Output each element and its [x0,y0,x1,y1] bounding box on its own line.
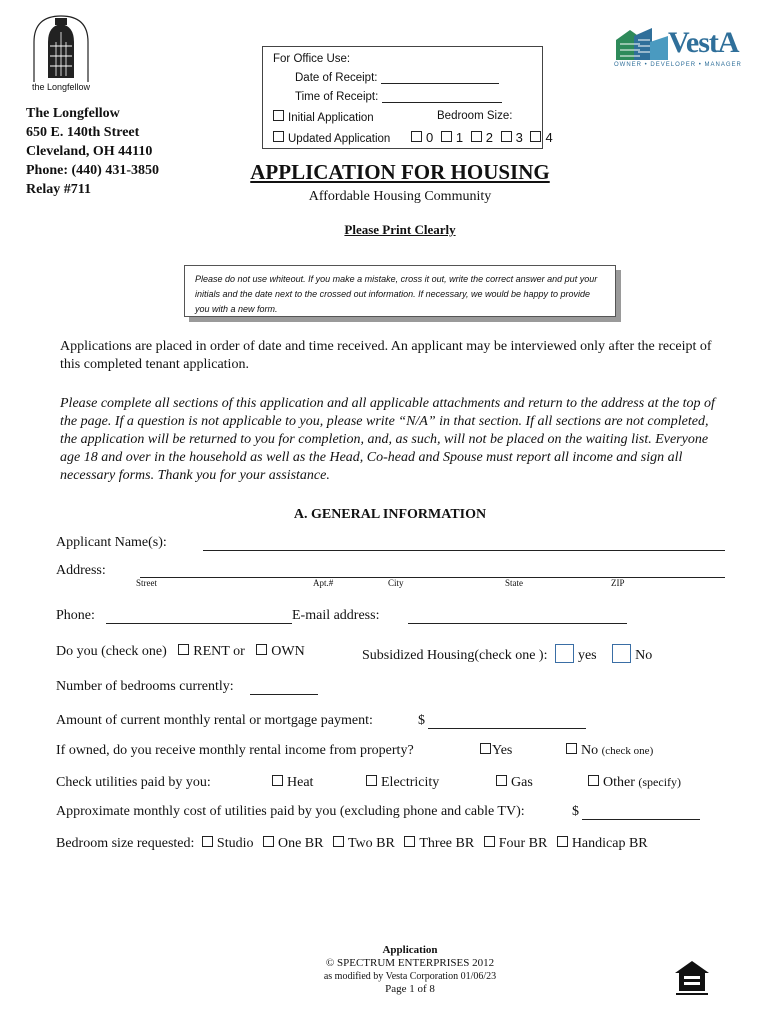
updated-application-label: Updated Application [288,133,391,145]
subsidized-no-label: No [635,648,653,663]
initial-application-checkbox[interactable] [273,110,284,121]
bedrooms-current-label: Number of bedrooms currently: [56,679,234,694]
property-name: The Longfellow [26,106,120,121]
two-br-checkbox[interactable] [333,836,344,847]
footer-label: Application [382,944,438,956]
utility-cost-field[interactable] [582,804,700,820]
page-footer [0,944,770,996]
section-a-heading: A. GENERAL INFORMATION [293,507,487,522]
own-checkbox[interactable] [256,644,267,655]
equal-housing-icon [672,958,712,998]
initial-application-label: Initial Application [288,112,374,124]
handicap-br-checkbox[interactable] [557,836,568,847]
rental-income-no-label: No [581,743,599,758]
three-br-label: Three BR [419,836,475,851]
bedrooms-current-field[interactable] [250,679,318,695]
electricity-label: Electricity [381,775,440,790]
longfellow-building-icon [26,12,96,84]
address-label: Address: [56,563,106,578]
page-title: APPLICATION FOR HOUSING [250,160,550,184]
date-receipt-field[interactable] [381,71,499,84]
subsidized-yes-checkbox[interactable] [555,644,574,663]
subsidized-yes-label: yes [577,648,597,663]
instructions-paragraph: Please complete all sections of this application and all applicable attachments and return to the address at the top of the page. If a question is not applicable to you, please write “N/A” in that section. If all sections are not completed, the application will be returned to you for completion, and, as such, will not be placed on the waiting list. Everyone age 18 and over in the household as well as the Head, Co-head and Spouse must report all income and sign all necessary forms. Thank you for your assistance. [60,396,715,483]
address-zip-caption: ZIP [611,578,625,588]
other-label: Other [603,775,635,790]
vesta-logo [612,24,742,72]
address-apt-caption: Apt.# [313,578,334,588]
page-subtitle: Affordable Housing Community [308,189,492,204]
own-label: OWN [271,644,305,659]
other-checkbox[interactable] [588,775,599,786]
office-use-box [262,46,553,149]
phone-label: Phone: [56,608,95,623]
applicant-names-label: Applicant Name(s): [56,535,167,550]
phone-field[interactable] [106,608,292,624]
two-br-label: Two BR [347,836,395,851]
handicap-br-label: Handicap BR [571,836,648,851]
bedroom-4-checkbox[interactable] [530,131,541,142]
office-heading: For Office Use: [273,53,351,65]
property-city: Cleveland, OH 44110 [26,144,153,159]
studio-label: Studio [216,836,254,851]
logo-caption: the Longfellow [31,82,91,92]
footer-page-number: Page 1 of 8 [385,983,435,995]
vesta-tagline: OWNER • DEVELOPER • MANAGER [614,62,742,68]
four-br-checkbox[interactable] [484,836,495,847]
bedroom-1-checkbox[interactable] [441,131,452,142]
rent-label: RENT or [193,644,245,659]
property-street: 650 E. 140th Street [26,125,140,140]
footer-copyright: © SPECTRUM ENTERPRISES 2012 [325,957,495,969]
rent-amount-field[interactable] [428,713,586,729]
gas-checkbox[interactable] [496,775,507,786]
date-receipt-label: Date of Receipt: [295,72,378,84]
address-state-caption: State [505,578,523,588]
longfellow-logo [26,12,96,94]
time-receipt-field[interactable] [382,90,502,103]
address-street-caption: Street [136,578,157,588]
bedroom-3-label: 3 [515,130,523,145]
rental-income-label: If owned, do you receive monthly rental income from property? [56,743,414,758]
updated-application-checkbox[interactable] [273,131,284,142]
bedroom-size-label: Bedroom Size: [437,110,513,122]
heat-checkbox[interactable] [272,775,283,786]
vesta-wordmark: VestA [668,26,739,59]
applications-order-paragraph: Applications are placed in order of date and time received. An applicant may be interviewed only after the receipt of this completed tenant application. [60,339,712,372]
vesta-buildings-icon [614,26,670,62]
studio-checkbox[interactable] [202,836,213,847]
one-br-checkbox[interactable] [263,836,274,847]
property-relay: Relay #711 [26,182,91,197]
email-field[interactable] [408,608,627,624]
rental-income-yes-checkbox[interactable] [480,743,491,754]
footer-modified: as modified by Vesta Corporation 01/06/23 [323,971,497,982]
one-br-label: One BR [277,836,324,851]
subsidized-no-checkbox[interactable] [612,644,631,663]
bedroom-1-label: 1 [455,130,464,145]
address-city-caption: City [388,578,404,588]
print-clearly-note: Please Print Clearly [344,222,456,237]
rental-income-yes-label: Yes [492,743,513,758]
property-phone: Phone: (440) 431-3850 [26,163,159,178]
three-br-checkbox[interactable] [404,836,415,847]
rental-income-check-one: (check one) [601,745,654,757]
rent-amount-label: Amount of current monthly rental or mortgage payment: [56,713,373,728]
four-br-label: Four BR [498,836,548,851]
bedroom-0-checkbox[interactable] [411,131,422,142]
bedroom-4-label: 4 [545,130,553,145]
rent-amount-dollar: $ [418,713,425,728]
utility-cost-dollar: $ [572,804,579,819]
gas-label: Gas [511,775,533,790]
bedroom-2-checkbox[interactable] [471,131,482,142]
bedroom-requested-label: Bedroom size requested: [56,836,195,851]
subsidized-label: Subsidized Housing(check one ): [362,648,548,663]
utilities-label: Check utilities paid by you: [56,775,211,790]
bedroom-3-checkbox[interactable] [501,131,512,142]
email-label: E-mail address: [292,608,380,623]
rental-income-no-checkbox[interactable] [566,743,577,754]
bedroom-2-label: 2 [485,130,493,145]
utility-cost-label: Approximate monthly cost of utilities paid by you (excluding phone and cable TV): [56,804,525,819]
address-field[interactable] [140,562,725,578]
time-receipt-label: Time of Receipt: [295,91,379,103]
other-specify: (specify) [638,775,682,789]
rent-checkbox[interactable] [178,644,189,655]
rent-own-label: Do you (check one) [56,644,167,659]
whiteout-notice: Please do not use whiteout. If you make a mistake, cross it out, write the correct answer and put your initials and the date next to the crossed out information. If necessary, we would be happy to provide you with a new form. [184,265,616,317]
heat-label: Heat [287,775,314,790]
electricity-checkbox[interactable] [366,775,377,786]
applicant-names-field[interactable] [203,535,725,551]
bedroom-0-label: 0 [426,130,434,145]
